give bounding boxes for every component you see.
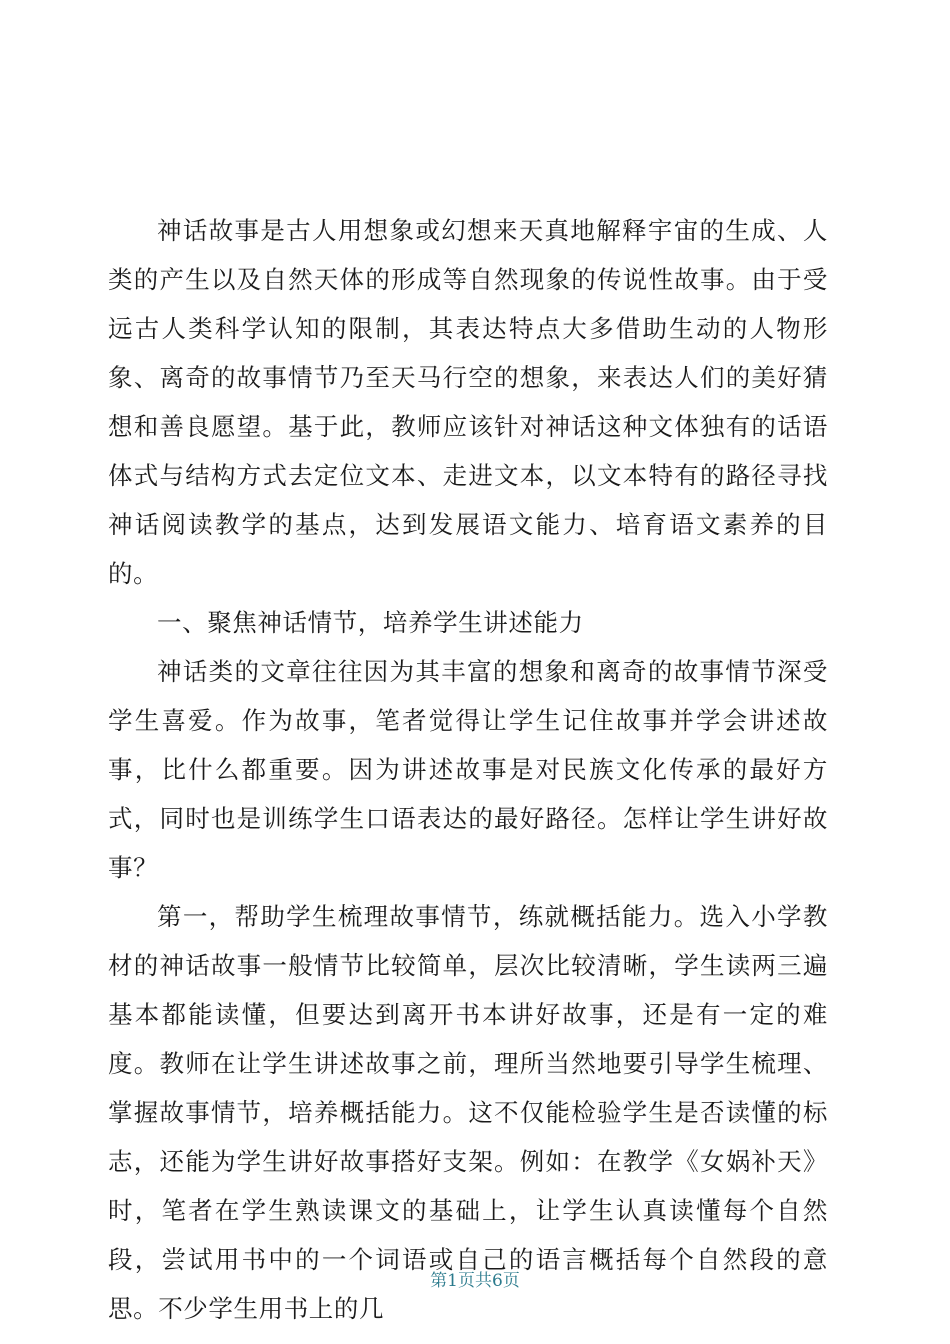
document-body [108,206,828,1333]
intro-paragraph: 神话故事是古人用想象或幻想来天真地解释宇宙的生成、人类的产生以及自然天体的形成等自然现象的传说性故事。由于受远古人类科学认知的限制，其表达特点大多借助生动的人物形象、离奇的故事情节乃至天马行空的想象，来表达人们的美好猜想和善良愿望。基于此，教师应该针对神话这种文体独有的话语体式与结构方式去定位文本、走进文本，以文本特有的路径寻找神话阅读教学的基点，达到发展语文能力、培育语文素养的目的。 [108,216,828,588]
footer-suffix: 页 [502,1271,520,1291]
page-number-footer [0,1266,950,1291]
body-paragraph: 第一，帮助学生梳理故事情节，练就概括能力。选入小学教材的神话故事一般情节比较简单，层次比较清晰，学生读两三遍基本都能读懂，但要达到离开书本讲好故事，还是有一定的难度。教师在让学生讲述故事之前，理所当然地要引导学生梳理、掌握故事情节，培养概括能力。这不仅能检验学生是否读懂的标志，还能为学生讲好故事搭好支架。例如：在教学《女娲补天》时，笔者在学生熟读课文的基础上，让学生认真读懂每个自然段，尝试用书中的一个词语或自己的语言概括每个自然段的意思。不少学生用书上的几 [108,902,828,1323]
footer-middle: 页共 [458,1271,492,1291]
footer-prefix: 第 [430,1271,448,1291]
footer-current-page: 1 [447,1271,458,1291]
section-heading: 一、聚焦神话情节，培养学生讲述能力 [157,608,584,637]
body-paragraph: 神话类的文章往往因为其丰富的想象和离奇的故事情节深受学生喜爱。作为故事，笔者觉得让学生记住故事并学会讲述故事，比什么都重要。因为讲述故事是对民族文化传承的最好方式，同时也是训练学生口语表达的最好路径。怎样让学生讲好故事？ [108,657,828,882]
footer-total-pages: 6 [492,1271,503,1291]
